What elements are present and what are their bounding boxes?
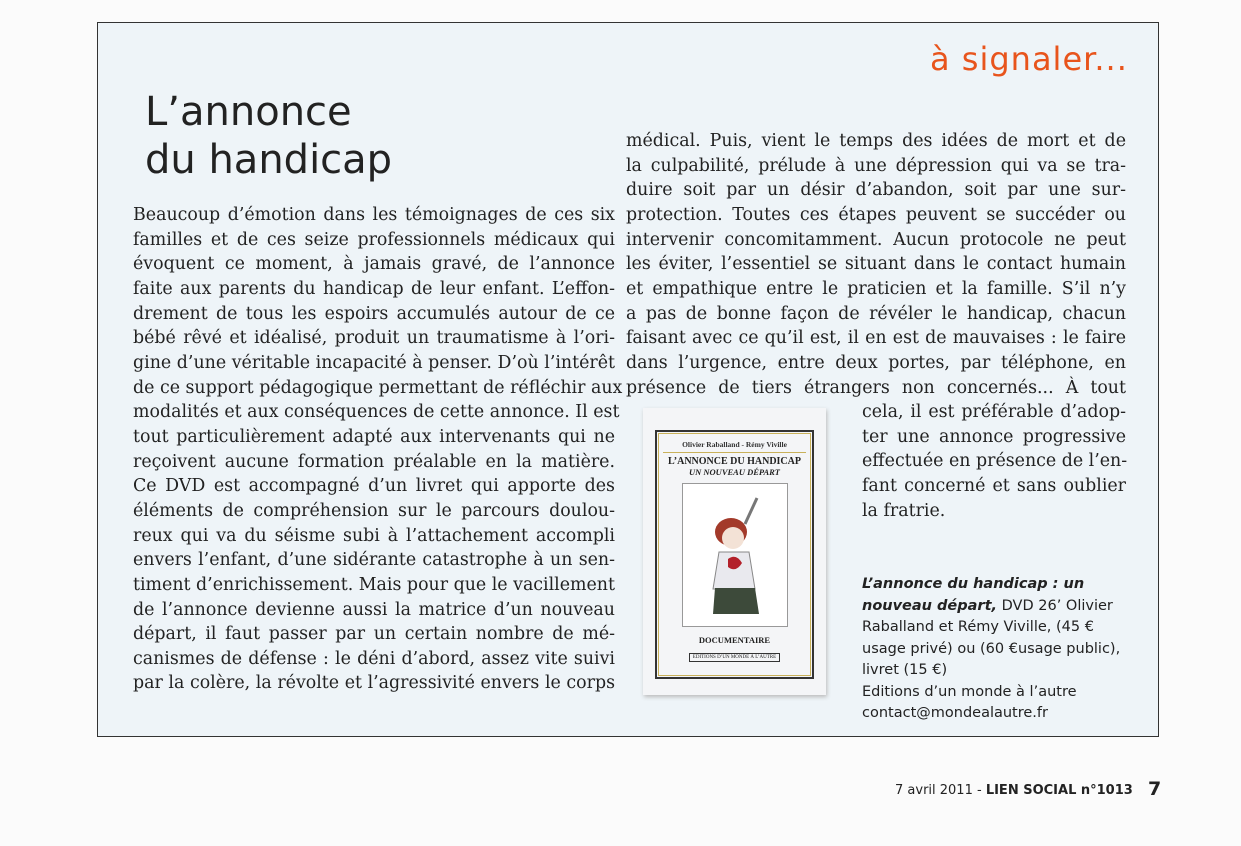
text-line: de ce support pédagogique permettant de réfléchir aux	[133, 377, 623, 398]
text-line: effectuée en présence de l’en-	[862, 451, 1128, 472]
text-line: canismes de défense : le déni d’abord, assez vite suivi	[133, 648, 615, 669]
text-line: et empathique entre le praticien et la famille. S’il n’y	[626, 278, 1126, 299]
caption-publisher: Editions d’un monde à l’autre	[862, 683, 1077, 700]
text-line: dans l’urgence, entre deux portes, par téléphone, en	[626, 352, 1126, 373]
text-line: ter une annonce progressive	[862, 426, 1126, 447]
text-line: médical. Puis, vient le temps des idées de mort et de	[626, 131, 1126, 151]
right-column-wrap	[862, 400, 1126, 523]
text-line: faisant avec ce qu’il est, il en est de mauvaises : le faire	[626, 328, 1126, 349]
text-line: présence de tiers étrangers non concernés... À tout	[626, 377, 1126, 398]
text-line: tout particulièrement adapté aux intervenants qui ne	[133, 426, 615, 447]
caption-contact: contact@mondealautre.fr	[862, 705, 1048, 721]
left-column	[133, 203, 623, 696]
text-line: envers l’enfant, d’une sidérante catastrophe à un sen-	[133, 550, 615, 571]
text-line: a pas de bonne façon de révéler le handicap, chacun	[626, 303, 1126, 324]
page-number: 7	[1148, 778, 1162, 800]
text-line: Beaucoup d’émotion dans les témoignages de ces six	[133, 205, 615, 225]
cover-subtitle: UN NOUVEAU DÉPART	[689, 467, 780, 477]
footer-date: 7 avril 2011 -	[895, 783, 986, 798]
caption-title: L’annonce du handicap : un nouveau départ,	[862, 576, 1085, 614]
text-line: timent d’enrichissement. Mais pour que le vacillement	[133, 574, 615, 595]
text-line: duire soit par un désir d’abandon, soit par une sur-	[626, 180, 1126, 201]
caption-text: DVD 26’ Olivier Raballand et Rémy Viville, (45 € usage privé) ou (60 €usage public), livret (15 €)	[862, 597, 1121, 678]
right-column	[626, 129, 1126, 400]
text-line: cela, il est préférable d’adop-	[862, 402, 1126, 422]
text-line: reçoivent aucune formation préalable en la matière.	[133, 451, 615, 472]
text-line: la culpabilité, prélude à une dépression qui va se tra-	[626, 155, 1126, 176]
dvd-caption	[862, 574, 1132, 725]
text-line: évoquent ce moment, à jamais gravé, de l’annonce	[133, 254, 615, 275]
cover-illustration	[682, 483, 788, 627]
dvd-cover-image	[643, 408, 826, 695]
text-line: Ce DVD est accompagné d’un livret qui apporte des	[133, 476, 615, 497]
text-line: gine d’une véritable incapacité à penser. D’où l’intérêt	[133, 352, 615, 373]
text-line: intervenir concomitamment. Aucun protocole ne peut	[626, 229, 1126, 250]
text-line: départ, il faut passer par un certain nombre de mé-	[133, 624, 615, 645]
cover-authors: Olivier Raballand - Rémy Viville	[663, 440, 806, 453]
text-line: modalités et aux conséquences de cette annonce. Il est	[133, 402, 620, 423]
title-line: du handicap	[145, 137, 393, 183]
text-line: familles et de ces seize professionnels médicaux qui	[133, 229, 615, 250]
text-line: fant concerné et sans oublier	[862, 475, 1126, 496]
title-line: L’annonce	[145, 89, 352, 135]
text-line: par la colère, la révolte et l’agressivité envers le corps	[133, 673, 615, 694]
text-line: de l’annonce devienne aussi la matrice d’un nouveau	[133, 599, 615, 620]
section-kicker: à signaler...	[930, 40, 1128, 78]
page-footer	[895, 783, 1133, 798]
text-line: drement de tous les espoirs accumulés autour de ce	[133, 303, 615, 324]
cover-title: L’ANNONCE DU HANDICAP	[668, 456, 801, 467]
text-line: protection. Toutes ces étapes peuvent se succéder ou	[626, 204, 1126, 225]
text-line: reux qui va du séisme subi à l’attachement accompli	[133, 525, 615, 546]
article-title	[145, 88, 392, 184]
text-line: faite aux parents du handicap de leur enfant. L’effon-	[133, 278, 615, 299]
footer-magazine: LIEN SOCIAL n°1013	[985, 783, 1133, 798]
text-line: éléments de compréhension sur le parcours doulou-	[133, 500, 615, 521]
text-line: la fratrie.	[862, 500, 946, 521]
text-line: bébé rêvé et idéalisé, produit un traumatisme à l’ori-	[133, 328, 615, 349]
cover-genre: DOCUMENTAIRE	[698, 635, 771, 645]
text-line: les éviter, l’essentiel se situant dans le contact humain	[626, 254, 1126, 275]
cover-publisher-logo: EDITIONS D’UN MONDE À L’AUTRE	[689, 653, 780, 662]
